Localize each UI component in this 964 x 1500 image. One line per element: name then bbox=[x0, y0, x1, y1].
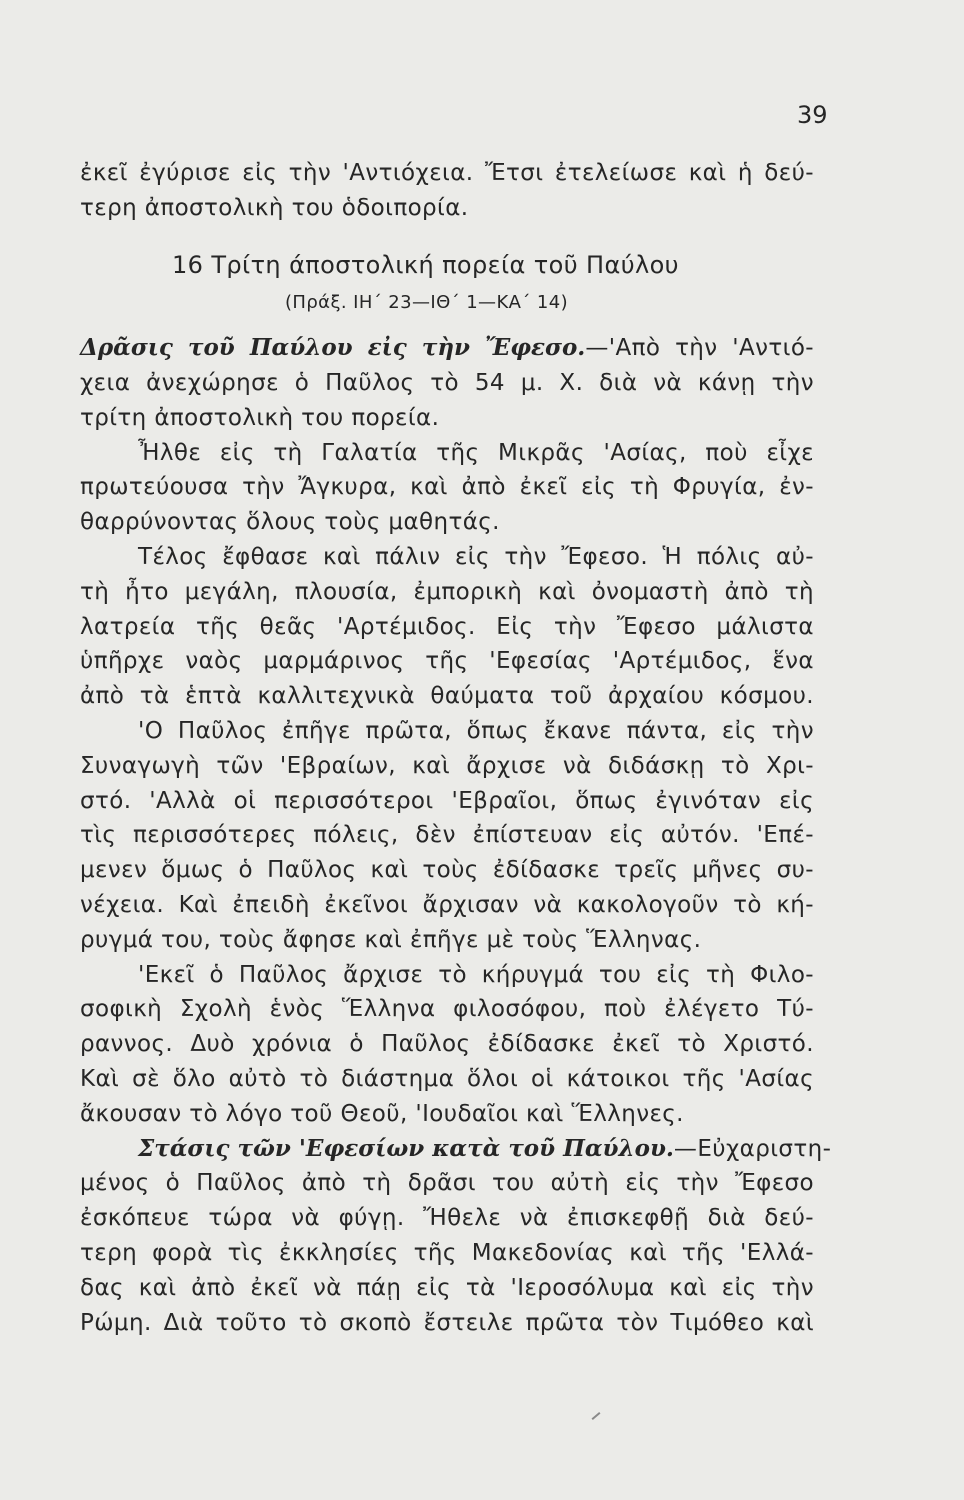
text-line: δας καὶ ἀπὸ ἐκεῖ νὰ πάῃ εἰς τὰ 'Ιεροσόλυμα καὶ εἰς τὴν bbox=[80, 1274, 814, 1301]
text-line: τερη φορὰ τὶς ἐκκλησίες τῆς Μακεδονίας καὶ τῆς 'Ελλά- bbox=[80, 1239, 814, 1266]
subsection-line bbox=[80, 331, 814, 366]
scripture-reference: (Πράξ. ΙΗ΄ 23—ΙΘ΄ 1—ΚΑ΄ 14) bbox=[285, 292, 569, 314]
text-line: νέχεια. Καὶ ἐπειδὴ ἐκεῖνοι ἄρχισαν νὰ κακολογοῦν τὸ κή- bbox=[80, 891, 814, 918]
text-line: μενεν ὅμως ὁ Παῦλος καὶ τοὺς ἐδίδασκε τρεῖς μῆνες συ- bbox=[80, 857, 814, 884]
text-line: Τέλος ἔφθασε καὶ πάλιν εἰς τὴν Ἔφεσο. Ἡ πόλις αὐ- bbox=[138, 543, 814, 570]
subsection-title: Στάσις τῶν 'Εφεσίων κατὰ τοῦ Παύλου. bbox=[138, 1134, 674, 1162]
text-line: χεια ἀνεχώρησε ὁ Παῦλος τὸ 54 μ. Χ. διὰ νὰ κάνῃ τὴν bbox=[80, 369, 814, 396]
text-line: λατρεία τῆς θεᾶς 'Αρτέμιδος. Εἰς τὴν Ἔφεσο μάλιστα bbox=[80, 613, 814, 640]
section-heading: 16 Τρίτη άποστολική πορεία τοῦ Παύλου bbox=[172, 250, 679, 279]
stray-mark bbox=[592, 1412, 601, 1420]
text-line: ὑπῆρχε ναὸς μαρμάρινος τῆς 'Εφεσίας 'Αρτέμιδος, ἕνα bbox=[80, 648, 814, 675]
text-line: ἀπὸ τὰ ἑπτὰ καλλιτεχνικὰ θαύματα τοῦ ἀρχαίου κόσμου. bbox=[80, 683, 814, 710]
text-line: στό. 'Αλλὰ οἱ περισσότεροι 'Εβραῖοι, ὅπως ἐγινόταν εἰς bbox=[80, 787, 814, 814]
text-line: μένος ὁ Παῦλος ἀπὸ τὴ δρᾶσι του αὐτὴ εἰς τὴν Ἔφεσο bbox=[80, 1170, 814, 1197]
subsection-text: —Εὐχαριστη- bbox=[673, 1135, 832, 1162]
page-number: 39 bbox=[797, 101, 828, 129]
text-line: τὴ ἦτο μεγάλη, πλουσία, ἐμπορικὴ καὶ ὀνομαστὴ ἀπὸ τὴ bbox=[80, 578, 814, 605]
subsection-text: —'Απὸ τὴν 'Αντιό- bbox=[585, 335, 815, 362]
text-line: Καὶ σὲ ὅλο αὐτὸ τὸ διάστημα ὅλοι οἱ κάτοικοι τῆς 'Ασίας bbox=[80, 1065, 814, 1092]
text-line: σοφικὴ Σχολὴ ἑνὸς Ἕλληνα φιλοσόφου, ποὺ ἐλέγετο Τύ- bbox=[80, 996, 814, 1023]
text-line: ἐσκόπευε τώρα νὰ φύγῃ. Ἤθελε νὰ ἐπισκεφθῇ διὰ δεύ- bbox=[80, 1205, 814, 1232]
subsection-line bbox=[80, 1132, 832, 1167]
text-line: ἄκουσαν τὸ λόγο τοῦ Θεοῦ, 'Ιουδαῖοι καὶ Ἕλληνες. bbox=[80, 1100, 684, 1127]
text-line: 'Εκεῖ ὁ Παῦλος ἄρχισε τὸ κήρυγμά του εἰς τὴ Φιλο- bbox=[138, 961, 814, 988]
text-line: θαρρύνοντας ὅλους τοὺς μαθητάς. bbox=[80, 509, 500, 536]
text-line: τρίτη ἀποστολικὴ του πορεία. bbox=[80, 404, 440, 431]
text-line: 'Ο Παῦλος ἐπῆγε πρῶτα, ὅπως ἔκανε πάντα, εἰς τὴν bbox=[138, 717, 814, 744]
text-line: Συναγωγὴ τῶν 'Εβραίων, καὶ ἄρχισε νὰ διδάσκῃ τὸ Χρι- bbox=[80, 752, 814, 779]
text-line: ἐκεῖ ἐγύρισε εἰς τὴν 'Αντιόχεια. Ἔτσι ἐτελείωσε καὶ ἡ δεύ- bbox=[80, 160, 814, 186]
text-line: Ρώμη. Διὰ τοῦτο τὸ σκοπὸ ἔστειλε πρῶτα τὸν Τιμόθεο καὶ bbox=[80, 1309, 814, 1336]
text-line: πρωτεύουσα τὴν Ἄγκυρα, καὶ ἀπὸ ἐκεῖ εἰς τὴ Φρυγία, ἐν- bbox=[80, 474, 814, 501]
text-line: ρυγμά του, τοὺς ἄφησε καὶ ἐπῆγε μὲ τοὺς Ἕλληνας. bbox=[80, 926, 702, 953]
text-line: τερη ἀποστολικὴ του ὁδοιπορία. bbox=[80, 194, 469, 221]
page-body bbox=[80, 156, 832, 1340]
subsection-title: Δρᾶσις τοῦ Παύλου εἰς τὴν Ἔφεσο. bbox=[80, 334, 586, 362]
text-line: ραννος. Δυὸ χρόνια ὁ Παῦλος ἐδίδασκε ἐκεῖ τὸ Χριστό. bbox=[80, 1031, 814, 1058]
text-line: τὶς περισσότερες πόλεις, δὲν ἐπίστευαν εἰς αὐτόν. 'Επέ- bbox=[80, 822, 814, 849]
text-line: Ἦλθε εἰς τὴ Γαλατία τῆς Μικρᾶς 'Ασίας, ποὺ εἶχε bbox=[138, 439, 814, 466]
